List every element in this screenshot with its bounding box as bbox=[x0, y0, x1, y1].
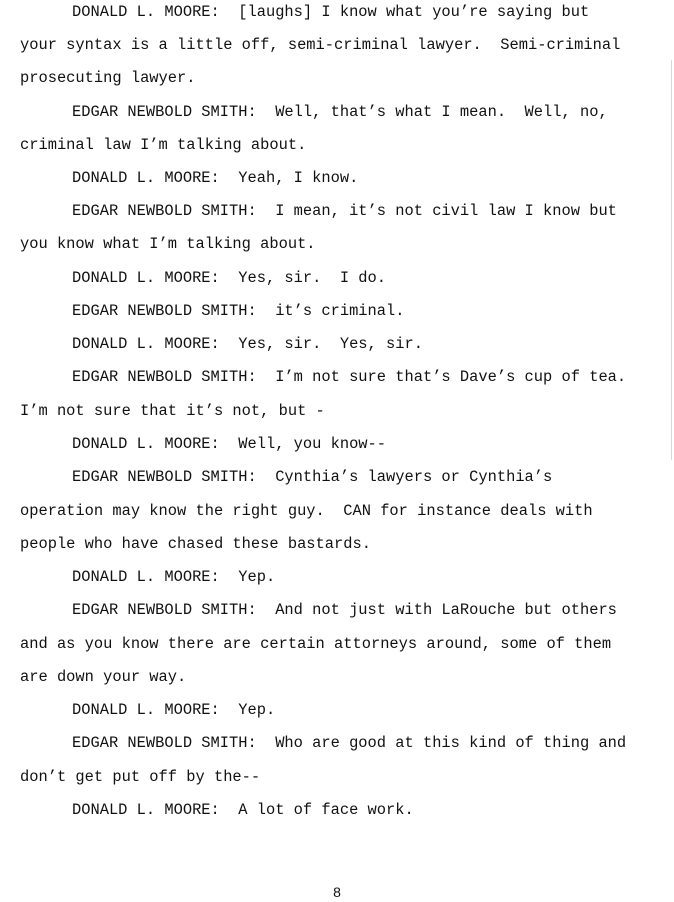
transcript-line: and as you know there are certain attorneys around, some of them bbox=[20, 635, 612, 653]
transcript-line: DONALD L. MOORE: A lot of face work. bbox=[72, 801, 414, 819]
transcript-line: your syntax is a little off, semi-criminal lawyer. Semi-criminal bbox=[20, 36, 621, 54]
transcript-line: EDGAR NEWBOLD SMITH: And not just with LaRouche but others bbox=[72, 601, 617, 619]
page-number: 8 bbox=[333, 884, 341, 900]
transcript-line: DONALD L. MOORE: Yep. bbox=[72, 701, 276, 719]
transcript-line: DONALD L. MOORE: Yeah, I know. bbox=[72, 169, 359, 187]
transcript-line: DONALD L. MOORE: Yes, sir. I do. bbox=[72, 269, 387, 287]
transcript-line: operation may know the right guy. CAN for instance deals with bbox=[20, 502, 593, 520]
transcript-line: I’m not sure that it’s not, but - bbox=[20, 402, 325, 420]
transcript-line: DONALD L. MOORE: Yep. bbox=[72, 568, 276, 586]
transcript-line: are down your way. bbox=[20, 668, 187, 686]
transcript-line: EDGAR NEWBOLD SMITH: it’s criminal. bbox=[72, 302, 405, 320]
transcript-line: EDGAR NEWBOLD SMITH: Well, that’s what I mean. Well, no, bbox=[72, 103, 608, 121]
transcript-line: DONALD L. MOORE: Well, you know-- bbox=[72, 435, 387, 453]
transcript-line: people who have chased these bastards. bbox=[20, 535, 371, 553]
transcript-line: EDGAR NEWBOLD SMITH: I mean, it’s not civil law I know but bbox=[72, 202, 617, 220]
transcript-line: EDGAR NEWBOLD SMITH: Who are good at this kind of thing and bbox=[72, 734, 627, 752]
transcript-line: EDGAR NEWBOLD SMITH: I’m not sure that’s Dave’s cup of tea. bbox=[72, 368, 627, 386]
transcript-line: DONALD L. MOORE: Yes, sir. Yes, sir. bbox=[72, 335, 423, 353]
transcript-line: don’t get put off by the-- bbox=[20, 768, 261, 786]
transcript-line: prosecuting lawyer. bbox=[20, 69, 196, 87]
transcript-line: you know what I’m talking about. bbox=[20, 235, 316, 253]
transcript-line: DONALD L. MOORE: [laughs] I know what you’re saying but bbox=[72, 3, 590, 21]
transcript-line: criminal law I’m talking about. bbox=[20, 136, 307, 154]
scan-edge-line bbox=[671, 60, 672, 460]
transcript-line: EDGAR NEWBOLD SMITH: Cynthia’s lawyers or Cynthia’s bbox=[72, 468, 553, 486]
